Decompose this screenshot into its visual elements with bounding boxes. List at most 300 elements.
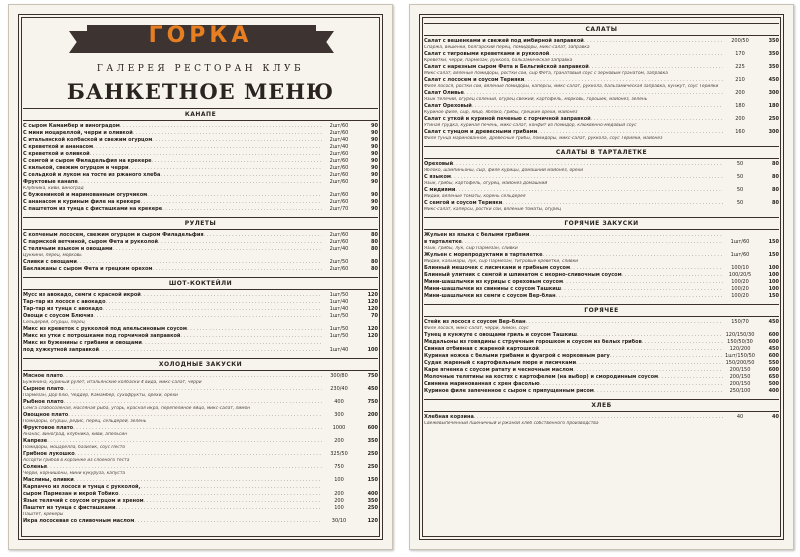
menu-item <box>424 64 779 71</box>
item-name: С пармской ветчиной, сыром Фета и рукколой <box>23 239 158 245</box>
item-name: Судак жареный с картофельным пюре и лисичками <box>424 360 577 366</box>
menu-section <box>23 358 378 525</box>
menu-section <box>424 304 779 395</box>
item-weight: 200 <box>334 491 344 497</box>
dot-leader <box>140 199 322 206</box>
item-weight: 100 <box>334 477 344 483</box>
item-price: 90 <box>371 137 378 143</box>
item-weight: 50 <box>736 187 744 193</box>
item-description: Черри, корнишоны, мини кукуруза, капуста <box>23 471 126 476</box>
item-description: Микс-салат, вяленые помидоры, ростки сои, сыр Фета, гранатовый соус с зерновым гранатом, заправка <box>424 71 668 76</box>
item-price: 100 <box>768 265 779 271</box>
menu-item <box>23 464 378 471</box>
item-weight: 150/200/50 <box>725 360 755 366</box>
item-weight: 1шт/40 <box>329 306 349 312</box>
item-price <box>356 484 378 491</box>
page-content <box>23 19 378 537</box>
item-weight: 200/150 <box>729 374 751 380</box>
item-name: Салат с тунцом и древесными грибами <box>424 129 538 135</box>
dot-leader <box>113 246 322 253</box>
item-price: 120 <box>367 333 378 339</box>
dot-leader <box>134 518 322 525</box>
item-description: Язык, грибы, лук, сыр Пармезан, сливки <box>424 246 518 251</box>
item-weight: 2шт/60 <box>329 165 349 171</box>
item-name: Икра лососевая со сливочным маслом <box>23 518 135 524</box>
item-name: С паштетом из тунца с фисташками на крекере <box>23 206 163 212</box>
item-price: 120 <box>367 306 378 312</box>
item-name: Салат с вешенками и свежей под имбирной заправкой <box>424 38 584 44</box>
menu-item <box>424 116 779 123</box>
item-price: 550 <box>768 360 779 366</box>
item-description: Цуккини, перец, морковь <box>23 253 82 258</box>
section-title: САЛАТЫ <box>424 23 779 36</box>
dot-leader <box>103 306 322 313</box>
dot-leader <box>47 438 322 445</box>
item-weight <box>322 340 356 347</box>
item-price: 300 <box>768 129 779 135</box>
item-description: Семга слабосоленая, масляная рыба, угорь, красная икра, перепелиное яйцо, микс-салат, лимон <box>23 406 251 411</box>
item-price: 90 <box>371 179 378 185</box>
item-name: С буженинкой и маринованным огурчиком <box>23 192 148 198</box>
item-name: Тунец в кунжуте с овощами гриль и соусом Ташкиш <box>424 332 577 338</box>
item-price: 350 <box>768 64 779 70</box>
item-name: С сыром Камамбер и виноградом <box>23 123 120 129</box>
item-name: С ананасом и куриным филе на крекере <box>23 199 141 205</box>
item-name: Куриная ножка с белыми грибами и фуагрой с морковным рагу <box>424 353 610 359</box>
menu-item <box>23 326 378 333</box>
item-price: 250 <box>367 451 378 457</box>
dot-leader <box>129 165 322 172</box>
menu-item <box>23 172 378 179</box>
item-name: под хужкутной заправкой <box>23 347 99 353</box>
menu-item <box>23 451 378 458</box>
item-name: Салат Ореховый <box>424 103 472 109</box>
item-weight: 200/50 <box>731 38 749 44</box>
dot-leader <box>537 129 723 136</box>
dot-leader <box>529 232 723 239</box>
item-name: Куриное филе запеченное с сыром с припущенным рисом <box>424 388 594 394</box>
item-weight: 230/40 <box>330 386 348 392</box>
item-description: Паштет, крекеры <box>23 512 64 517</box>
item-weight: 2шт/40 <box>329 144 349 150</box>
item-price <box>356 340 378 347</box>
item-description: Куриное филе, сыр, яйцо, яблоко, грибы, грецкие орехи, майонез <box>424 110 578 115</box>
item-price: 350 <box>768 38 779 44</box>
menu-item <box>424 252 779 259</box>
dot-leader <box>474 414 723 421</box>
item-price: 500 <box>768 381 779 387</box>
item-weight: 225 <box>735 64 745 70</box>
dot-leader <box>610 353 723 360</box>
menu-item <box>424 360 779 367</box>
item-weight: 250/100 <box>729 388 751 394</box>
dot-leader <box>90 151 322 158</box>
menu-section <box>424 146 779 213</box>
dot-leader <box>455 187 723 194</box>
dot-leader <box>204 232 322 239</box>
dot-leader <box>93 144 322 151</box>
page-content <box>424 19 779 537</box>
item-name: Мини-шашлычки из свинины с соусом Ташкиш <box>424 286 562 292</box>
item-description: Филе тунца маринованное, древесные грибы, помидоры, микс-салат, руккола, соус Терияки, майонез <box>424 136 663 141</box>
item-weight: 1000 <box>332 425 346 431</box>
dot-leader <box>74 477 322 484</box>
menu-page-left <box>8 4 393 550</box>
menu-item <box>23 333 378 340</box>
item-name: Карпаччо из лосося и тунца с рукколой, <box>23 484 141 490</box>
item-weight: 200 <box>735 116 745 122</box>
item-price: 600 <box>768 353 779 359</box>
menu-section <box>23 108 378 213</box>
item-name: сыром Пармезан и икрой Тобико <box>23 491 119 497</box>
dot-leader <box>68 412 322 419</box>
item-weight: 120/200 <box>729 346 751 352</box>
section-title: РУЛЕТЫ <box>23 217 378 230</box>
dot-leader <box>47 464 322 471</box>
item-name: Мясное плато <box>23 373 63 379</box>
menu-item <box>424 367 779 374</box>
dot-leader <box>99 347 322 354</box>
item-weight: 210 <box>735 77 745 83</box>
item-weight: 1шт/150/50 <box>725 353 755 359</box>
item-price: 80 <box>371 266 378 272</box>
item-name: Свинина маринованная с хрен фасолью <box>424 381 540 387</box>
item-weight: 2шт/40 <box>329 246 349 252</box>
dot-leader <box>93 313 322 320</box>
item-name: Овощи с соусом Блючиз <box>23 313 94 319</box>
item-weight: 2шт/40 <box>329 137 349 143</box>
menu-item <box>23 399 378 406</box>
menu-item <box>23 192 378 199</box>
item-name: Микс из буженины с грибами и овощами <box>23 340 142 346</box>
dot-leader <box>158 239 322 246</box>
item-price: 450 <box>768 77 779 83</box>
dot-leader <box>573 367 723 374</box>
menu-item <box>23 438 378 445</box>
item-price: 90 <box>371 144 378 150</box>
section-title: ГОРЯЧЕЕ <box>424 304 779 317</box>
menu-item <box>23 306 378 313</box>
dot-leader <box>658 374 723 381</box>
page-title: БАНКЕТНОЕ МЕНЮ <box>66 79 335 104</box>
item-weight: 40 <box>736 414 744 420</box>
item-name: Ореховый <box>424 161 454 167</box>
menu-item <box>23 340 378 347</box>
item-description: Язык, грибы, картофель, огурец, майонез домашний <box>424 181 548 186</box>
item-weight: 1шт/50 <box>329 326 349 332</box>
item-price: 80 <box>371 232 378 238</box>
tagline: ГАЛЕРЕЯ РЕСТОРАН КЛУБ <box>96 64 305 74</box>
dot-leader <box>140 484 322 491</box>
dot-leader <box>152 137 322 144</box>
dot-leader <box>78 179 322 186</box>
item-weight: 160 <box>735 129 745 135</box>
item-price: 90 <box>371 123 378 129</box>
dot-leader <box>591 116 723 123</box>
item-price: 150 <box>367 477 378 483</box>
dot-leader <box>453 161 723 168</box>
item-weight: 120/150/30 <box>725 332 755 338</box>
item-weight: 2шт/70 <box>329 206 349 212</box>
item-price: 250 <box>367 464 378 470</box>
item-price: 450 <box>367 386 378 392</box>
item-price: 600 <box>768 367 779 373</box>
item-weight <box>723 232 757 239</box>
menu-item <box>424 129 779 136</box>
item-description: Спаржа, вешенки, болгарский перец, помидоры, микс-салат, заправка <box>424 45 590 50</box>
dot-leader <box>524 77 723 84</box>
item-weight: 150/50/30 <box>727 339 753 345</box>
menu-item <box>23 239 378 246</box>
item-name: С креветкой и ананасом <box>23 144 94 150</box>
menu-item <box>23 266 378 273</box>
dot-leader <box>187 326 322 333</box>
item-weight: 300/80 <box>330 373 348 379</box>
item-weight: 2шт/60 <box>329 192 349 198</box>
item-name: Жульен из языка с белыми грибами <box>424 232 530 238</box>
dot-leader <box>543 252 723 259</box>
item-weight: 300 <box>334 412 344 418</box>
item-price: 80 <box>772 174 779 180</box>
item-price: 70 <box>371 313 378 319</box>
item-price: 100 <box>367 347 378 353</box>
dot-leader <box>77 259 322 266</box>
item-price: 600 <box>768 339 779 345</box>
item-weight: 2шт/60 <box>329 199 349 205</box>
menu-item <box>424 381 779 388</box>
item-name: Салат с тигровыми креветками и рукколой <box>424 51 550 57</box>
item-name: Стейк из лосося с соусом Вер-блан <box>424 319 526 325</box>
item-description: Микс-салат, каперсы, ростки сои, вяленые томаты, огурец <box>424 207 562 212</box>
section-title: ШОТ-КОКТЕЙЛИ <box>23 277 378 290</box>
menu-item <box>424 286 779 293</box>
dot-leader <box>180 333 322 340</box>
section-title: КАНАПЕ <box>23 108 378 121</box>
item-description: Мидии, кальмары, лук, сыр Пармезан, тигровые креветки, сливки <box>424 259 579 264</box>
dot-leader <box>502 200 723 207</box>
menu-item <box>23 518 378 525</box>
menu-item <box>424 293 779 300</box>
item-price: 250 <box>367 505 378 511</box>
dot-leader <box>75 451 322 458</box>
item-price: 40 <box>772 414 779 420</box>
item-name: С семгой и соусом Терияки <box>424 200 503 206</box>
menu-section <box>424 217 779 300</box>
dot-leader <box>160 172 322 179</box>
menu-item <box>23 137 378 144</box>
item-price: 350 <box>367 438 378 444</box>
item-name: Молочные телятины на костях с картофелем (на выбор) и смородинным соусом <box>424 374 659 380</box>
dot-leader <box>451 174 723 181</box>
item-description: Мидии, вяленые томаты, корень сельдерея <box>424 194 526 199</box>
menu-item <box>424 374 779 381</box>
item-description: Пармезан, Дор блю, Чеддер, Камамбер, сухофрукты, орехи, орехи <box>23 393 178 398</box>
item-name: С телячьим языком и овощами <box>23 246 113 252</box>
menu-item <box>23 179 378 186</box>
menu-section <box>424 23 779 142</box>
logo-text: ГОРКА <box>148 23 253 48</box>
menu-item <box>424 90 779 97</box>
item-name: С итальянской колбаской и свежим огурцом <box>23 137 153 143</box>
item-name: С мини моцареллой, черри и оливкой <box>23 130 133 136</box>
menu-section <box>23 277 378 354</box>
dot-leader <box>576 360 723 367</box>
item-description: Свежевыпеченный пшеничный и ржаной хлеб собственного производства <box>424 421 599 426</box>
menu-item <box>23 477 378 484</box>
item-weight: 2шт/60 <box>329 151 349 157</box>
item-name: Хлебная корзина <box>424 414 474 420</box>
item-price: 180 <box>768 103 779 109</box>
menu-item <box>23 373 378 380</box>
item-price: 80 <box>772 200 779 206</box>
item-name: Сырное плато <box>23 386 64 392</box>
menu-item <box>424 174 779 181</box>
item-name: Рыбное плато <box>23 399 64 405</box>
dot-leader <box>142 340 322 347</box>
dot-leader <box>120 123 322 130</box>
item-weight: 2шт/60 <box>329 239 349 245</box>
item-price: 80 <box>371 239 378 245</box>
item-name: С языком <box>424 174 451 180</box>
item-weight: 2шт/60 <box>329 172 349 178</box>
menu-item <box>424 38 779 45</box>
dot-leader <box>594 388 723 395</box>
menu-item <box>424 339 779 346</box>
menu-item <box>23 246 378 253</box>
menu-item <box>23 412 378 419</box>
menu-item <box>424 272 779 279</box>
item-name: Блинный мешочек с лисичками и грибным соусом <box>424 265 571 271</box>
item-name: Капрезе <box>23 438 48 444</box>
item-weight: 1шт/50 <box>329 333 349 339</box>
item-name: Салат с нарезным сыром Фета и Бельгийской заправкой <box>424 64 589 70</box>
item-price: 120 <box>367 518 378 524</box>
dot-leader <box>64 399 322 406</box>
item-description: Ананас, виноград, клубника, киви, апельсин <box>23 432 128 437</box>
item-name: в тарталетке <box>424 239 462 245</box>
item-name: Паштет из тунца с фисташками <box>23 505 116 511</box>
menu-item <box>424 332 779 339</box>
section-title: ГОРЯЧИЕ ЗАКУСКИ <box>424 217 779 230</box>
item-name: Мини-шашлычки из курицы с ореховым соусом <box>424 279 564 285</box>
item-price: 90 <box>371 165 378 171</box>
menu-item <box>424 388 779 395</box>
item-price: 90 <box>371 130 378 136</box>
item-description: Утиная грудка, куриная печень, микс-салат, конфит из помидор, клюквенно-медовый соус <box>424 123 637 128</box>
dot-leader <box>144 498 322 505</box>
item-weight: 1шт/60 <box>730 252 750 258</box>
item-name: С мидиями <box>424 187 456 193</box>
dot-leader <box>563 279 723 286</box>
dot-leader <box>64 386 322 393</box>
item-weight: 2шт/60 <box>329 232 349 238</box>
item-name: С семгой и сыром Филадельфия на крекере <box>23 158 152 164</box>
item-name: Грибное лукошко <box>23 451 75 457</box>
item-price: 80 <box>772 161 779 167</box>
dot-leader <box>577 332 723 339</box>
item-description: Филе лосося, ростки сои, вяленые помидоры, каперсы, микс-салат, руккола, бальзамическая заправка, кунжут, соус Терияки <box>424 84 719 89</box>
menu-item <box>424 346 779 353</box>
item-weight: 100/20 <box>731 286 749 292</box>
menu-item <box>424 279 779 286</box>
menu-item <box>23 498 378 505</box>
item-weight: 1шт/60 <box>730 239 750 245</box>
menu-item <box>23 299 378 306</box>
item-description: Филе лосося, микс-салат, черри, лимон, соус <box>424 326 529 331</box>
dot-leader <box>73 425 322 432</box>
menu-item <box>23 130 378 137</box>
dot-leader <box>584 38 723 45</box>
dot-leader <box>570 265 723 272</box>
item-weight: 1шт/50 <box>329 292 349 298</box>
dot-leader <box>153 266 323 273</box>
right-sections <box>424 23 779 427</box>
item-weight: 200/150 <box>729 367 751 373</box>
item-description: Буженина, куриный рулет, итальянские колбаски 4 вида, микс-салат, черри <box>23 380 202 385</box>
section-title: ХОЛОДНЫЕ ЗАКУСКИ <box>23 358 378 371</box>
item-weight: 150/70 <box>731 319 749 325</box>
item-price: 450 <box>768 346 779 352</box>
item-name: С креветкой и оливкой <box>23 151 90 157</box>
menu-item <box>23 165 378 172</box>
item-price: 600 <box>768 332 779 338</box>
item-name: Мини-шашлычки из семги с соусом Вер-блан <box>424 293 556 299</box>
menu-item <box>424 239 779 246</box>
menu-item <box>424 51 779 58</box>
item-name: Фруктовое плато <box>23 425 74 431</box>
item-price: 90 <box>371 158 378 164</box>
item-price: 90 <box>371 199 378 205</box>
item-name: Блинный улитник с семгой и шпинатом с икорно-сливочным соусом <box>424 272 622 278</box>
item-price: 100 <box>768 279 779 285</box>
item-weight: 200/150 <box>729 381 751 387</box>
dot-leader <box>115 505 322 512</box>
item-name: С копченым лососем, свежим огурцом и сыром Филадельфия <box>23 232 204 238</box>
item-name: Салат Оливье <box>424 90 464 96</box>
item-weight: 2шт/60 <box>329 158 349 164</box>
item-weight: 100/20/5 <box>728 272 752 278</box>
menu-item <box>23 199 378 206</box>
item-name: Язык телячий с соусом огурцом и хреном <box>23 498 144 504</box>
item-name: С сельдкой и луком на тосте из ржаного хлеба <box>23 172 161 178</box>
dot-leader <box>589 64 723 71</box>
menu-item <box>23 123 378 130</box>
menu-item <box>23 158 378 165</box>
item-price: 90 <box>371 151 378 157</box>
item-price: 400 <box>768 388 779 394</box>
dot-leader <box>152 158 322 165</box>
item-name: С килькой, свежим огурцом и черри <box>23 165 129 171</box>
dot-leader <box>472 103 723 110</box>
item-name: Фруктовые канапе <box>23 179 78 185</box>
menu-item <box>23 484 378 491</box>
menu-section <box>424 399 779 427</box>
item-price: 350 <box>367 498 378 504</box>
item-name: Каре ягненка с соусом ратату и чесночным маслом <box>424 367 574 373</box>
menu-page-right <box>409 4 794 550</box>
item-description: Яблоко, шампиньоны, сыр, филе курицы, домашний майонез, орехи <box>424 168 584 173</box>
menu-item <box>424 77 779 84</box>
menu-item <box>23 425 378 432</box>
item-weight: 325/50 <box>330 451 348 457</box>
dot-leader <box>162 206 322 213</box>
item-description: Ассорти грибов в корзинке из слоеного теста <box>23 458 130 463</box>
item-name: Тар-тар из тунца с авокадо <box>23 306 103 312</box>
item-price: 80 <box>371 246 378 252</box>
section-title: САЛАТЫ В ТАРТАЛЕТКЕ <box>424 146 779 159</box>
item-name: Тар-тар из лосося с авокадо <box>23 299 106 305</box>
dot-leader <box>462 239 723 246</box>
